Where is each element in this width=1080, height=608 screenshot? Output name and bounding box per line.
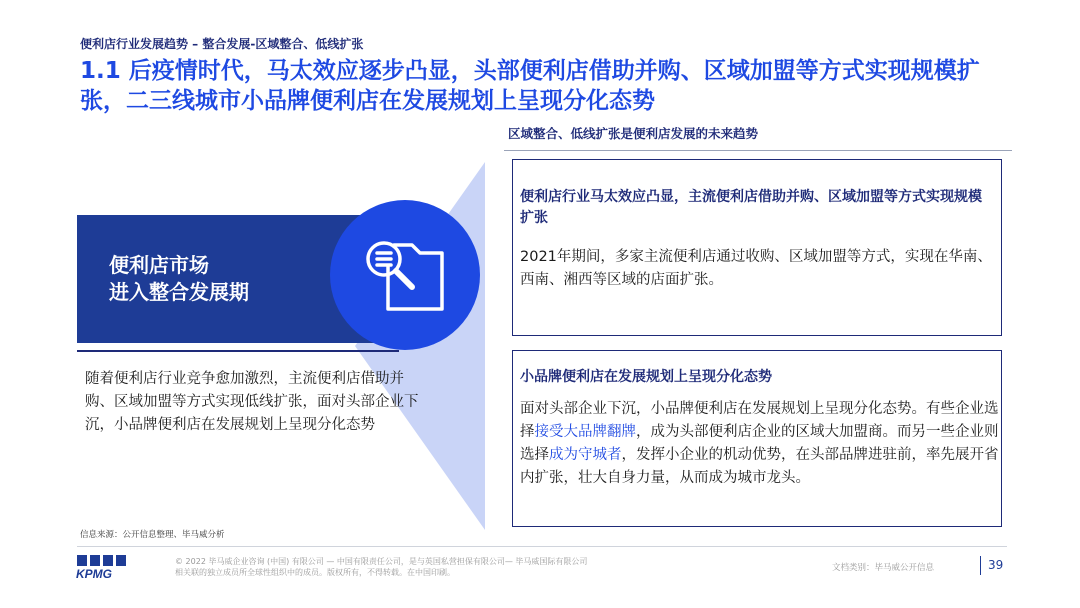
page-number-divider — [980, 556, 981, 575]
section-heading: 区域整合、低线扩张是便利店发展的未来趋势 — [508, 126, 759, 141]
page-number: 39 — [988, 558, 1004, 572]
card-body — [520, 398, 1002, 490]
panel-title-line1: 便利店市场 — [109, 253, 209, 277]
panel-divider — [77, 350, 399, 352]
footer-divider — [77, 546, 1007, 547]
logo-text: KPMG — [76, 567, 112, 580]
breadcrumb: 便利店行业发展趋势 – 整合发展-区域整合、低线扩张 — [80, 37, 364, 51]
copyright — [175, 556, 655, 578]
left-description: 随着便利店行业竞争愈加激烈，主流便利店借助并购、区域加盟等方式实现低线扩张，面对头部企业下沉，小品牌便利店在发展规划上呈现分化态势 — [85, 371, 419, 433]
card-body-text: ，成为头部便利店企业的区域大加盟商。而另一些企业则选择 — [520, 424, 999, 463]
copyright-line: 相关联的独立成员所全球性组织中的成员。版权所有，不得转载。在中国印刷。 — [175, 568, 455, 577]
panel-title-line2: 进入整合发展期 — [109, 280, 249, 304]
document-classification: 文档类别：毕马威公开信息 — [832, 563, 935, 573]
card-body-text: ，发挥小企业的机动优势，在头部品牌进驻前，率先展开省内扩张，壮大自身力量，从而成为城市龙头。 — [520, 447, 999, 486]
card-body: 2021年期间，多家主流便利店通过收购、区域加盟等方式，实现在华南、西南、湘西等区域的店面扩张。 — [520, 249, 992, 288]
kpmg-logo — [75, 554, 137, 580]
panel-title — [109, 252, 249, 306]
card-title: 便利店行业马太效应凸显，主流便利店借助并购、区域加盟等方式实现规模扩张 — [520, 189, 982, 226]
section-heading-rule — [504, 150, 1012, 151]
trend-card-2 — [512, 350, 1002, 527]
source-note: 信息来源：公开信息整理、毕马威分析 — [80, 530, 225, 540]
card-title: 小品牌便利店在发展规划上呈现分化态势 — [520, 369, 772, 385]
trend-card-1 — [512, 159, 1002, 336]
document-search-icon — [364, 237, 446, 313]
highlight-text: 成为守城者 — [549, 447, 622, 463]
card-body-text: 面对头部企业下沉，小品牌便利店在发展规划上呈现分化态势。有些企业选择 — [520, 401, 999, 440]
copyright-line: © 2022 毕马威企业咨询 (中国) 有限公司 — 中国有限责任公司，是与英国私营担保有限公司— 毕马威国际有限公司 — [175, 557, 588, 566]
page-title: 1.1 后疫情时代，马太效应逐步凸显，头部便利店借助并购、区域加盟等方式实现规模扩张，二三线城市小品牌便利店在发展规划上呈现分化态势 — [80, 58, 980, 114]
highlight-text: 接受大品牌翻牌 — [534, 424, 636, 440]
icon-circle — [330, 200, 480, 350]
